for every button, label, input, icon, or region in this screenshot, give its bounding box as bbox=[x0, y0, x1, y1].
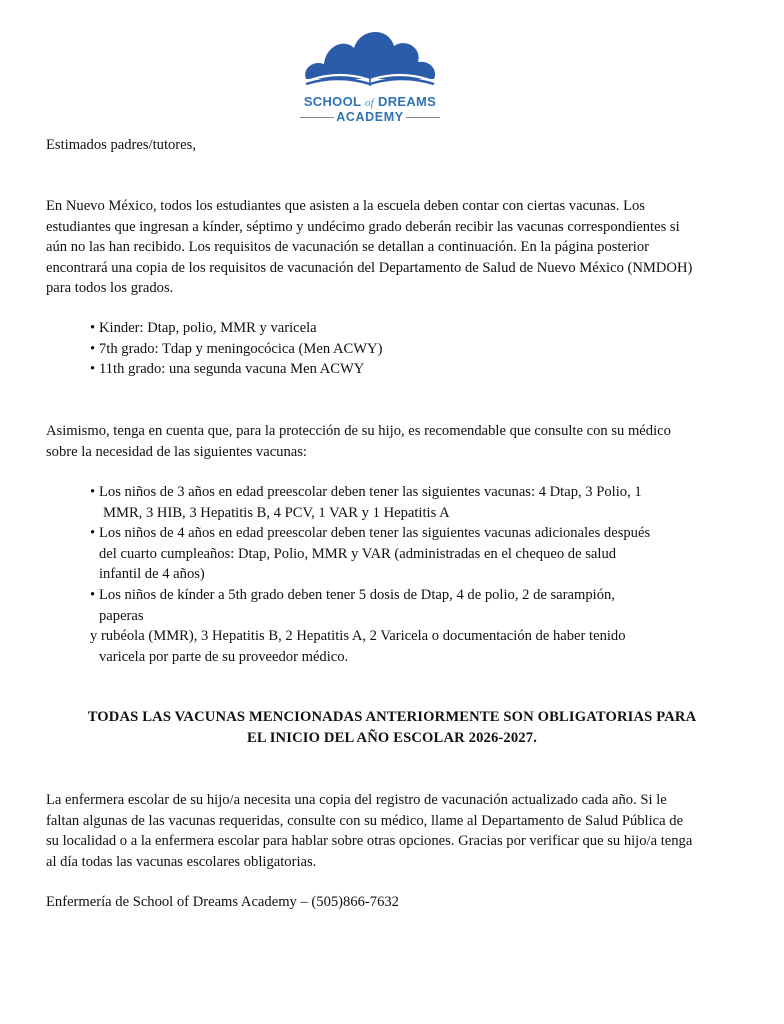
logo-wordmark-top bbox=[296, 94, 444, 111]
list-item bbox=[90, 359, 710, 380]
list-item-line: del cuarto cumpleaños: Dtap, Polio, MMR y VAR (administradas en el chequeo de salud bbox=[99, 545, 617, 562]
list-item-line: Los niños de 3 años en edad preescolar deben tener las siguientes vacunas: 4 Dtap, 3 Polio, 1 bbox=[99, 484, 642, 500]
recommended-vaccines-list bbox=[90, 482, 705, 667]
logo-word-dreams: DREAMS bbox=[378, 94, 437, 109]
required-vaccines-list bbox=[90, 318, 710, 380]
list-item-line: Los niños de kínder a 5th grado deben tener 5 dosis de Dtap, 4 de polio, 2 de sarampión, bbox=[99, 586, 615, 603]
intro-paragraph: En Nuevo México, todos los estudiantes que asisten a la escuela deben contar con ciertas vacunas. Los estudiantes que ingresan a kínder, séptimo y undécimo grado deberán recibir las vacunas correspondientes si aún no las han recibido. Los requisitos de vacunación se detallan a continuación. En la página posterior encontrará una copia de los requisitos de vacunación del Departamento de Salud de Nuevo México (NMDOH) para todos los grados. bbox=[46, 198, 693, 297]
logo-word-of: of bbox=[364, 97, 375, 109]
mandatory-notice bbox=[46, 707, 738, 748]
contact-line: Enfermería de School of Dreams Academy – (505)866-7632 bbox=[46, 894, 399, 910]
bullet-icon: • bbox=[90, 586, 96, 603]
list-item-line: paperas bbox=[99, 607, 144, 624]
list-item-text: 7th grado: Tdap y meningocócica (Men ACWY) bbox=[99, 340, 383, 357]
school-logo bbox=[296, 24, 444, 126]
list-item bbox=[90, 482, 705, 523]
list-item bbox=[90, 523, 705, 585]
notice-line: TODAS LAS VACUNAS MENCIONADAS ANTERIORMENTE SON OBLIGATORIAS PARA bbox=[87, 709, 697, 725]
bullet-icon: • bbox=[90, 361, 96, 378]
list-item bbox=[90, 339, 710, 360]
list-item-text: Kinder: Dtap, polio, MMR y varicela bbox=[99, 320, 317, 336]
list-item-line: Los niños de 4 años en edad preescolar deben tener las siguientes vacunas adicionales después bbox=[99, 525, 651, 542]
list-item bbox=[90, 318, 710, 339]
bullet-icon: • bbox=[90, 484, 96, 500]
list-item-line: infantil de 4 años) bbox=[99, 566, 205, 583]
notice-line: EL INICIO DEL AÑO ESCOLAR 2026-2027. bbox=[246, 729, 538, 746]
logo-word-academy: ACADEMY bbox=[336, 110, 404, 124]
greeting: Estimados padres/tutores, bbox=[46, 137, 196, 153]
closing-paragraph: La enfermera escolar de su hijo/a necesita una copia del registro de vacunación actualizado cada año. Si le faltan algunas de las vacunas requeridas, consulte con su médico, llame al Departamento de Salud Pública de su localidad o a la enfermera escolar para hablar sobre otras opciones. Gracias por verificar que su hijo/a tenga al día todas las vacunas escolares obligatorias. bbox=[46, 792, 693, 870]
bullet-icon: • bbox=[90, 320, 96, 336]
list-item-text: 11th grado: una segunda vacuna Men ACWY bbox=[99, 361, 365, 378]
list-item-line: varicela por parte de su proveedor médico. bbox=[99, 648, 349, 665]
logo-rule-right bbox=[406, 117, 440, 118]
list-item bbox=[90, 585, 705, 667]
list-item-line: y rubéola (MMR), 3 Hepatitis B, 2 Hepatitis A, 2 Varicela o documentación de haber tenido bbox=[90, 628, 626, 645]
bullet-icon: • bbox=[90, 525, 96, 542]
list-item-line: MMR, 3 HIB, 3 Hepatitis B, 4 PCV, 1 VAR y 1 Hepatitis A bbox=[103, 504, 450, 521]
logo-word-school: SCHOOL bbox=[303, 94, 362, 109]
bullet-icon: • bbox=[90, 340, 96, 357]
cloud-book-icon bbox=[296, 24, 444, 94]
recommendation-paragraph: Asimismo, tenga en cuenta que, para la protección de su hijo, es recomendable que consulte con su médico sobre la necesidad de las siguientes vacunas: bbox=[46, 423, 671, 460]
